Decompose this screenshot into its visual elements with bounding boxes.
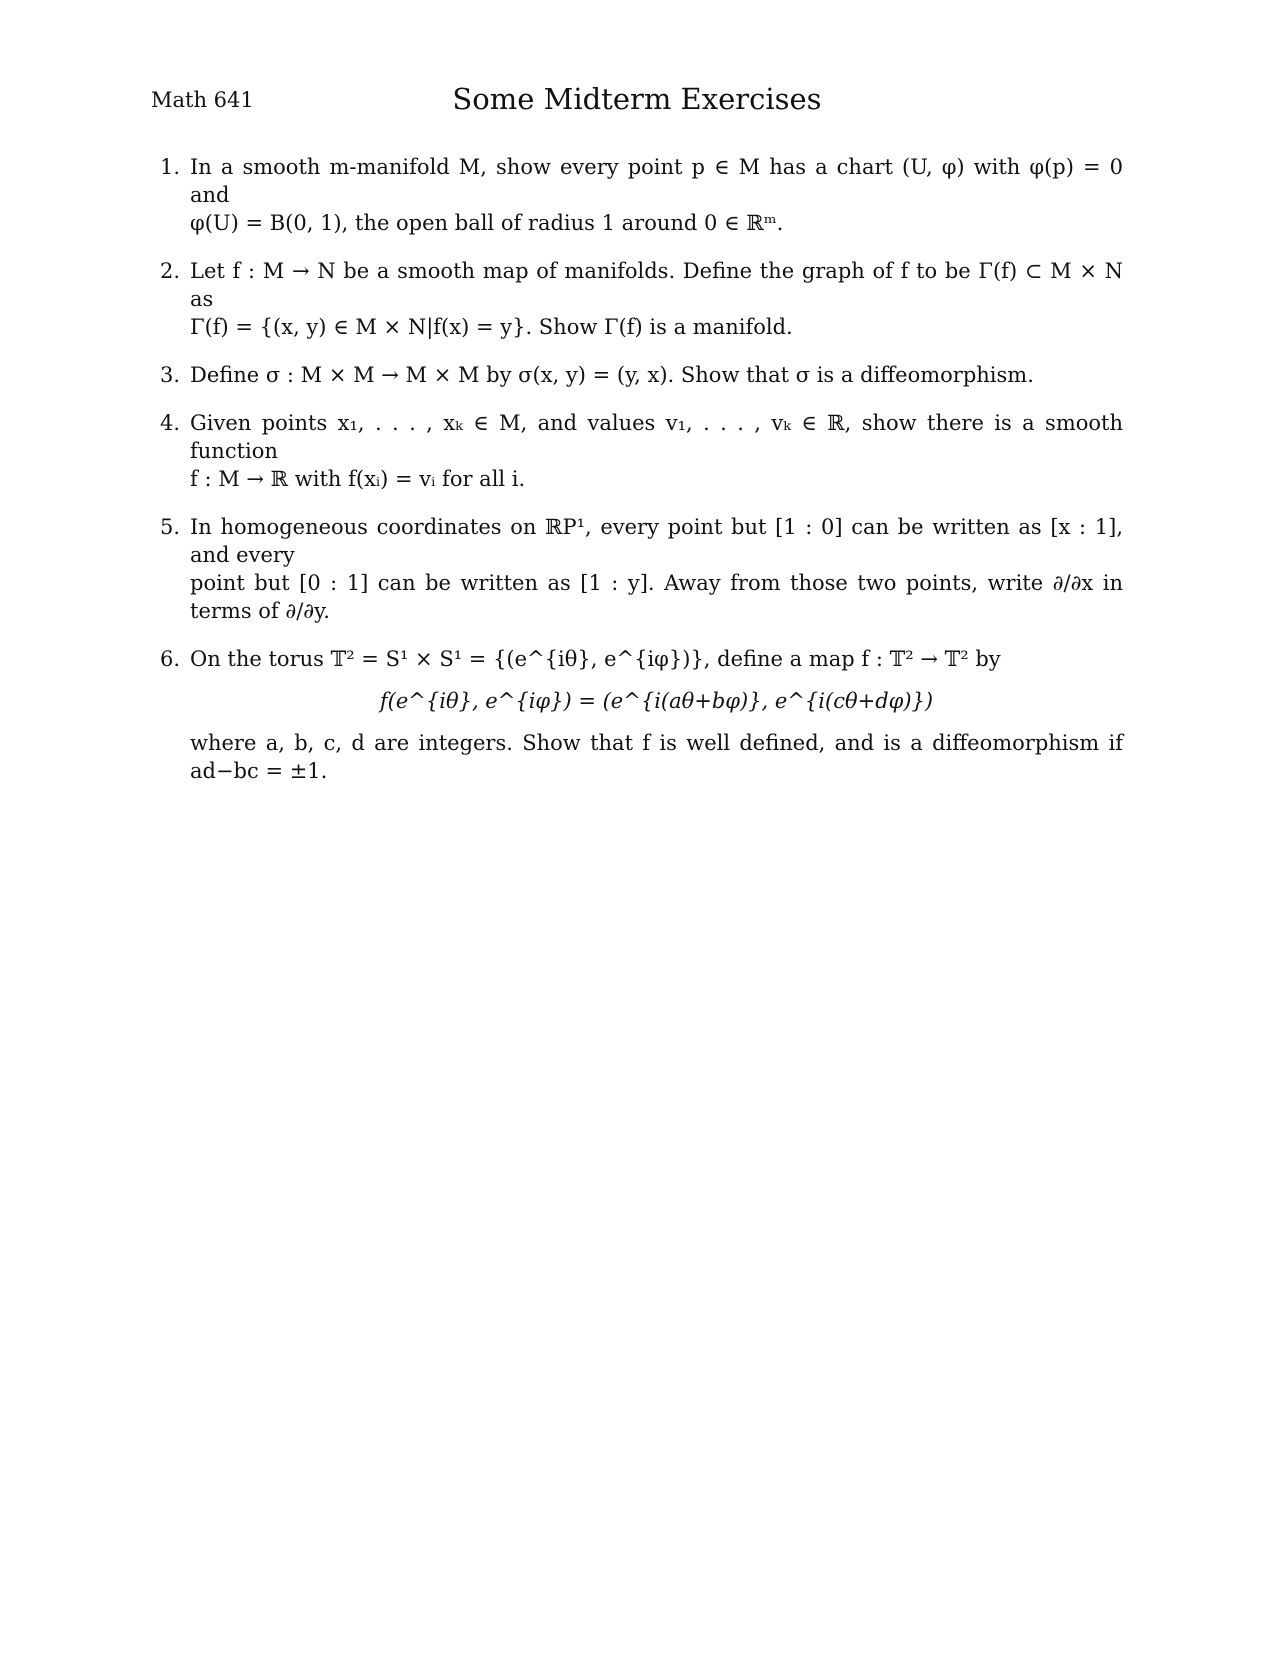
problem-number: 5.: [160, 515, 181, 539]
problem-number: 1.: [160, 155, 181, 179]
problem-continuation: where a, b, c, d are integers. Show that f is well defined, and is a diffeomorphism if ad−bc = ±1.: [190, 731, 1123, 783]
problem-text: In homogeneous coordinates on ℝP¹, every point but [1 : 0] can be written as [x : 1], and every point but [0 : 1] can be written as [1 : y]. Away from those two points, write ∂/∂x in terms of ∂/∂y.: [190, 515, 1123, 623]
problem-text: On the torus 𝕋² = S¹ × S¹ = {(e^{iθ}, e^{iφ})}, define a map f : 𝕋² → 𝕋² by: [190, 647, 1001, 671]
problem-text: Given points x₁, . . . , xₖ ∈ M, and values v₁, . . . , vₖ ∈ ℝ, show there is a smooth function f : M → ℝ with f(xᵢ) = vᵢ for all i.: [190, 411, 1123, 491]
problem-item: [160, 645, 1123, 785]
problem-item: [160, 409, 1123, 493]
problem-item: [160, 257, 1123, 341]
page-title: Some Midterm Exercises: [452, 82, 822, 116]
problem-list: [160, 153, 1123, 805]
problem-number: 2.: [160, 259, 181, 283]
problem-text: In a smooth m-manifold M, show every point p ∈ M has a chart (U, φ) with φ(p) = 0 and φ(U) = B(0, 1), the open ball of radius 1 around 0 ∈ ℝᵐ.: [190, 155, 1123, 235]
problem-item: [160, 361, 1123, 389]
display-equation: f(e^{iθ}, e^{iφ}) = (e^{i(aθ+bφ)}, e^{i(cθ+dφ)}): [379, 689, 934, 713]
problem-text: Define σ : M × M → M × M by σ(x, y) = (y, x). Show that σ is a diffeomorphism.: [190, 363, 1034, 387]
page-header: [151, 82, 1123, 116]
problem-number: 4.: [160, 411, 181, 435]
course-label: Math 641: [151, 88, 254, 112]
problem-text: Let f : M → N be a smooth map of manifolds. Define the graph of f to be Γ(f) ⊂ M × N as Γ(f) = {(x, y) ∈ M × N|f(x) = y}. Show Γ(f) is a manifold.: [190, 259, 1123, 339]
problem-number: 6.: [160, 647, 181, 671]
problem-number: 3.: [160, 363, 181, 387]
problem-item: [160, 153, 1123, 237]
problem-item: [160, 513, 1123, 625]
